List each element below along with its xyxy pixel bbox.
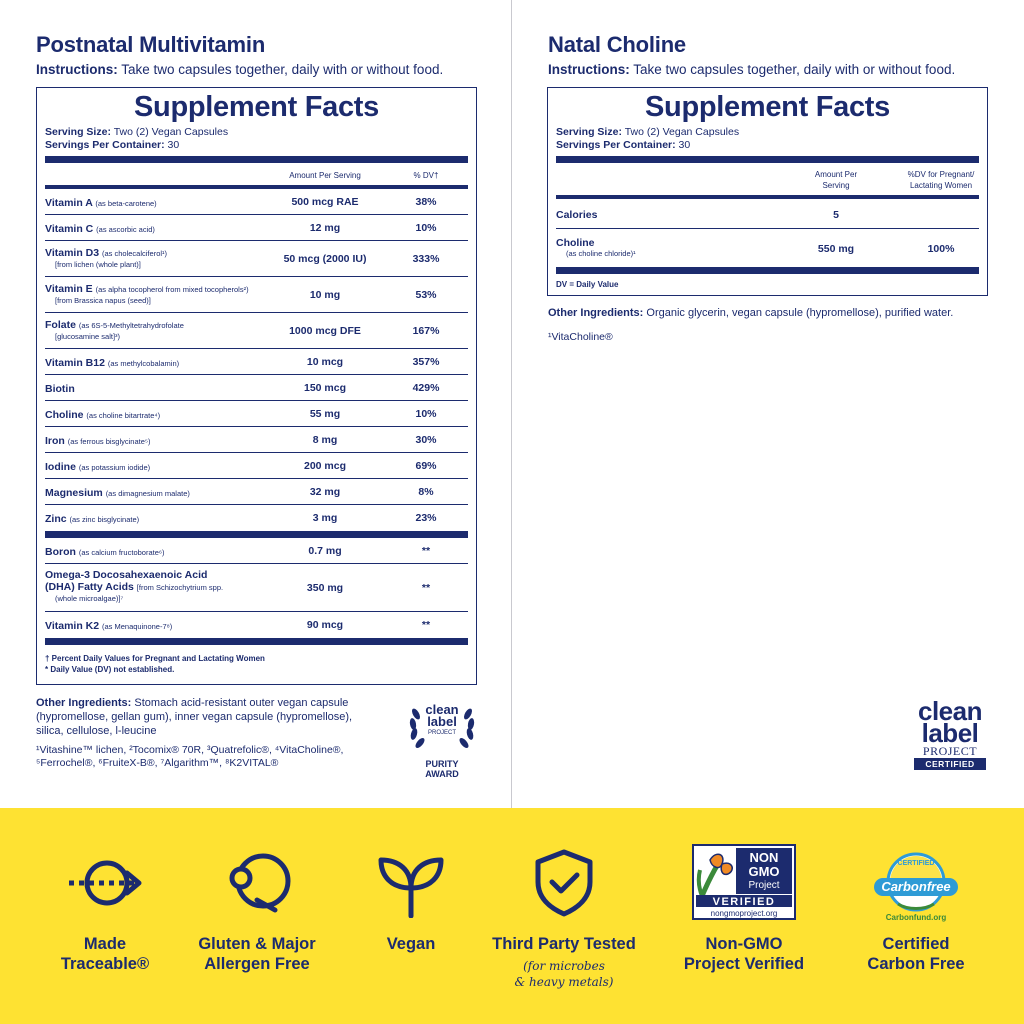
nutrient-dv: 8% (418, 486, 434, 498)
nutrient-name: Iodine (as potassium iodide) (45, 461, 151, 473)
instructions-label: Instructions: (36, 62, 118, 77)
supplement-facts-panel-postnatal (36, 87, 477, 685)
column-header (556, 163, 979, 195)
thick-rule (45, 156, 468, 163)
non-gmo-badge (692, 844, 796, 920)
column-header (45, 163, 468, 185)
svg-text:Project: Project (748, 880, 780, 891)
svg-text:NON: NON (749, 850, 779, 865)
nutrient-dv: 357% (412, 356, 440, 368)
thick-rule (556, 156, 979, 163)
thick-rule-2 (556, 267, 979, 274)
nutrient-amount: 90 mcg (306, 619, 344, 631)
product-title-postnatal: Postnatal Multivitamin (36, 32, 266, 57)
nutrient-row (45, 375, 468, 401)
nutrient-row (45, 277, 468, 313)
nutrient-dv: 333% (412, 253, 440, 265)
nutrient-name: Folate (as 6S-5-Methyltetrahydrofolate [glucosamine salt]³) (45, 319, 184, 341)
nutrient-amount: 1000 mcg DFE (289, 325, 361, 337)
row-calories: Calories 5 (556, 199, 979, 229)
nutrient-amount: 10 mg (309, 289, 341, 301)
nutrient-row (45, 538, 468, 564)
svg-text:CERTIFIED: CERTIFIED (897, 860, 935, 867)
col-dv-header: % DV† (413, 171, 439, 180)
nutrient-row (45, 215, 468, 241)
col-amount-header: Amount Per Serving (814, 170, 858, 190)
svg-text:label: label (427, 714, 457, 729)
nutrient-name: Vitamin B12 (as methylcobalamin) (45, 357, 180, 369)
nutrient-name: Vitamin E (as alpha tocopherol from mixed tocopherols²) [from Brassica napus (seed)] (45, 283, 249, 305)
clean-label-project-certified-badge: clean label PROJECT CERTIFIED (908, 700, 992, 776)
feature-carbon-free: CERTIFIED Carbonfree Carbonfund.org Certified Carbon Free (831, 808, 1001, 1024)
thick-rule-3 (45, 638, 468, 645)
dv-note: DV = Daily Value (556, 280, 619, 289)
shield-check-icon (524, 848, 604, 918)
nutrient-row (45, 313, 468, 349)
row-choline: Choline (as choline chloride)¹ 550 mg 100% (556, 237, 955, 258)
nutrient-name: Magnesium (as dimagnesium malate) (45, 487, 190, 499)
nutrient-amount: 50 mcg (2000 IU) (283, 253, 367, 265)
svg-text:VERIFIED: VERIFIED (712, 896, 776, 908)
nutrient-amount: 0.7 mg (308, 545, 342, 557)
nutrient-dv: 167% (412, 325, 440, 337)
nutrient-amount: 12 mg (309, 222, 341, 234)
nutrient-row (45, 189, 468, 215)
feature-non-gmo: NON GMO Project VERIFIED nongmoproject.org Non-GMO Project Verified (659, 808, 829, 1024)
col-amount-header: Amount Per Serving (289, 171, 361, 180)
svg-text:PROJECT: PROJECT (427, 730, 457, 736)
facts-title: Supplement Facts (645, 91, 890, 123)
nutrient-amount: 3 mg (312, 512, 338, 524)
feature-vegan: Vegan (326, 808, 496, 1024)
svg-text:Carbonfree: Carbonfree (881, 879, 951, 894)
traceable-arrow-icon (65, 848, 145, 918)
trademark-natal-choline: ¹VitaCholine® (548, 331, 613, 343)
nutrient-dv: 30% (415, 434, 437, 446)
nutrient-amount: 150 mcg (303, 382, 347, 394)
serving-info: Serving Size: Two (2) Vegan Capsules Servings Per Container: 30 (45, 126, 229, 151)
instructions-text: Take two capsules together, daily with or without food. (121, 62, 444, 77)
allergen-free-icon (217, 848, 297, 918)
svg-text:nongmoproject.org: nongmoproject.org (710, 909, 778, 918)
instructions-postnatal (36, 62, 443, 77)
nutrient-name: Biotin (45, 383, 75, 395)
nutrient-dv: 23% (415, 512, 437, 524)
nutrient-row (45, 401, 468, 427)
nutrient-dv: ** (421, 619, 431, 631)
nutrient-amount: 200 mcg (303, 460, 347, 472)
nutrient-row (45, 349, 468, 375)
nutrient-row (45, 427, 468, 453)
nutrient-amount: 32 mg (309, 486, 341, 498)
serving-info: Serving Size: Two (2) Vegan Capsules Servings Per Container: 30 (556, 126, 740, 151)
nutrient-row (45, 453, 468, 479)
nutrient-row (45, 612, 468, 638)
nutrient-name: Iron (as ferrous bisglycinate⁵) (45, 435, 151, 447)
nutrient-name: Boron (as calcium fructoborate⁶) (45, 546, 165, 558)
nutrient-dv: 69% (415, 460, 437, 472)
nutrient-amount: 500 mcg RAE (291, 196, 359, 208)
footnote-not-established: * Daily Value (DV) not established. (45, 665, 175, 674)
carbonfree-badge (868, 848, 964, 924)
facts-title: Supplement Facts (134, 91, 379, 123)
nutrient-dv: 10% (415, 222, 437, 234)
column-divider (511, 0, 512, 808)
nutrient-dv: 10% (415, 408, 437, 420)
nutrient-row (45, 479, 468, 505)
nutrient-row (45, 241, 468, 277)
nutrient-amount: 8 mg (312, 434, 338, 446)
other-ingredients-postnatal: Other Ingredients: Stomach acid-resistant outer vegan capsule (hypromellose, gellan gum), inner vegan capsule (hypromellose), silica, cellulose, l-leucine (36, 697, 353, 737)
nutrient-row (45, 564, 468, 612)
feature-third-party-tested: Third Party Tested (for microbes & heavy metals) (479, 808, 649, 1024)
nutrient-name: Choline (as choline bitartrate⁴) (45, 409, 161, 421)
features-band (0, 808, 1024, 1024)
nutrient-name: Omega-3 Docosahexaenoic Acid (DHA) Fatty Acids [from Schizochytrium spp. (whole microalgae)]⁷ (45, 569, 224, 603)
nutrient-dv: 38% (415, 196, 437, 208)
nutrient-amount: 55 mg (309, 408, 341, 420)
nutrient-row (45, 505, 468, 531)
nutrient-name: Vitamin K2 (as Menaquinone-7⁸) (45, 620, 173, 632)
nutrient-amount: 10 mcg (306, 356, 344, 368)
svg-text:Carbonfund.org: Carbonfund.org (885, 913, 947, 922)
col-dv-header: %DV for Pregnant/ Lactating Women (907, 170, 975, 190)
nutrient-name: Vitamin C (as ascorbic acid) (45, 223, 155, 235)
nutrient-amount: 350 mg (306, 582, 344, 594)
svg-text:clean: clean (425, 702, 459, 717)
nutrient-dv: ** (421, 582, 431, 594)
instructions-natal-choline: Instructions: Take two capsules together, daily with or without food. (548, 62, 956, 77)
sprout-icon (371, 848, 451, 918)
other-ingredients-natal-choline: Other Ingredients: Organic glycerin, vegan capsule (hypromellose), purified water. (548, 307, 954, 319)
feature-made-traceable: Made Traceable® (20, 808, 190, 1024)
nutrient-dv: ** (421, 545, 431, 557)
clean-label-purity-award-badge: clean label PROJECT PURITY AWARD (402, 698, 482, 778)
nutrient-name: Zinc (as zinc bisglycinate) (45, 513, 140, 525)
footnote-dv: † Percent Daily Values for Pregnant and Lactating Women (45, 654, 265, 663)
nutrient-name: Vitamin A (as beta-carotene) (45, 197, 157, 209)
nutrient-name: Vitamin D3 (as cholecalciferol¹) [from lichen (whole plant)] (45, 247, 168, 269)
product-title-natal-choline: Natal Choline (548, 32, 686, 57)
svg-text:GMO: GMO (748, 864, 780, 879)
feature-allergen-free: Gluten & Major Allergen Free (172, 808, 342, 1024)
trademarks-postnatal: ¹Vitashine™ lichen, ²Tocomix® 70R, ³Quatrefolic®, ⁴VitaCholine®, ⁵Ferrochel®, ⁶FruiteX-B®, ⁷Algarithm™, ⁸K2VITAL® (36, 744, 344, 769)
nutrient-dv: 53% (415, 289, 437, 301)
supplement-facts-panel-natal-choline (547, 87, 988, 296)
nutrient-dv: 429% (412, 382, 440, 394)
thick-rule-2 (45, 531, 468, 538)
